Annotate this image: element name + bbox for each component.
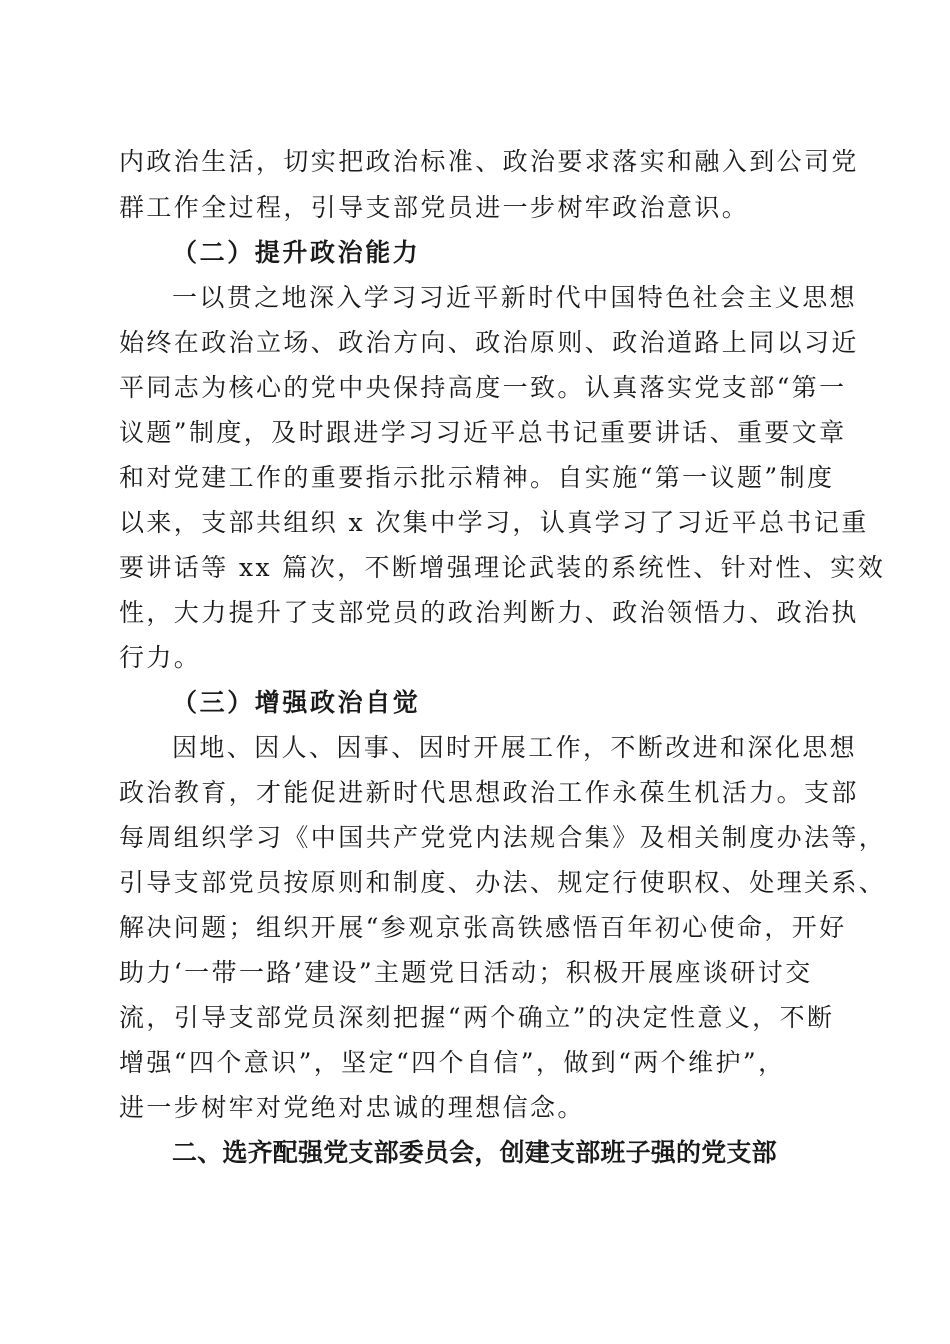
- body-line: 行力。: [119, 643, 202, 672]
- section-heading-2: （二）提升政治能力: [172, 238, 421, 267]
- body-line: 和对党建工作的重要指示批示精神。自实施“第一议题”制度: [119, 463, 835, 492]
- section-heading-3: （三）增强政治自觉: [172, 688, 421, 717]
- body-line: 平同志为核心的党中央保持高度一致。认真落实党支部“第一: [119, 373, 847, 402]
- body-line: 始终在政治立场、政治方向、政治原则、政治道路上同以习近: [119, 328, 859, 357]
- body-line: 性，大力提升了支部党员的政治判断力、政治领悟力、政治执: [119, 598, 859, 627]
- body-line: 流，引导支部党员深刻把握“两个确立”的决定性意义，不断: [119, 1003, 835, 1032]
- main-heading-2: 二、选齐配强党支部委员会，创建支部班子强的党支部: [172, 1138, 777, 1167]
- body-line: 议题”制度，及时跟进学习习近平总书记重要讲话、重要文章: [119, 418, 847, 447]
- body-line: 助力‘一带一路’建设”主题党日活动；积极开展座谈研讨交: [119, 958, 813, 987]
- body-line: 进一步树牢对党绝对忠诚的理想信念。: [119, 1093, 585, 1122]
- body-line: 以来，支部共组织 x 次集中学习，认真学习了习近平总书记重: [119, 508, 869, 537]
- body-line: 因地、因人、因事、因时开展工作，不断改进和深化思想: [172, 733, 858, 762]
- body-line: 增强“四个意识”，坚定“四个自信”，做到“两个维护”，: [119, 1048, 786, 1077]
- body-line: 引导支部党员按原则和制度、办法、规定行使职权、处理关系、: [119, 868, 887, 897]
- body-line: 要讲话等 xx 篇次，不断增强理论武装的系统性、针对性、实效: [119, 553, 886, 582]
- body-line: 政治教育，才能促进新时代思想政治工作永葆生机活力。支部: [119, 778, 859, 807]
- body-line: 解决问题；组织开展“参观京张高铁感悟百年初心使命，开好: [119, 913, 847, 942]
- body-line: 每周组织学习《中国共产党党内法规合集》及相关制度办法等，: [119, 823, 887, 852]
- body-line: 一以贯之地深入学习习近平新时代中国特色社会主义思想: [172, 283, 858, 312]
- body-line: 内政治生活，切实把政治标准、政治要求落实和融入到公司党: [119, 147, 859, 176]
- body-line: 群工作全过程，引导支部党员进一步树牢政治意识。: [119, 193, 750, 222]
